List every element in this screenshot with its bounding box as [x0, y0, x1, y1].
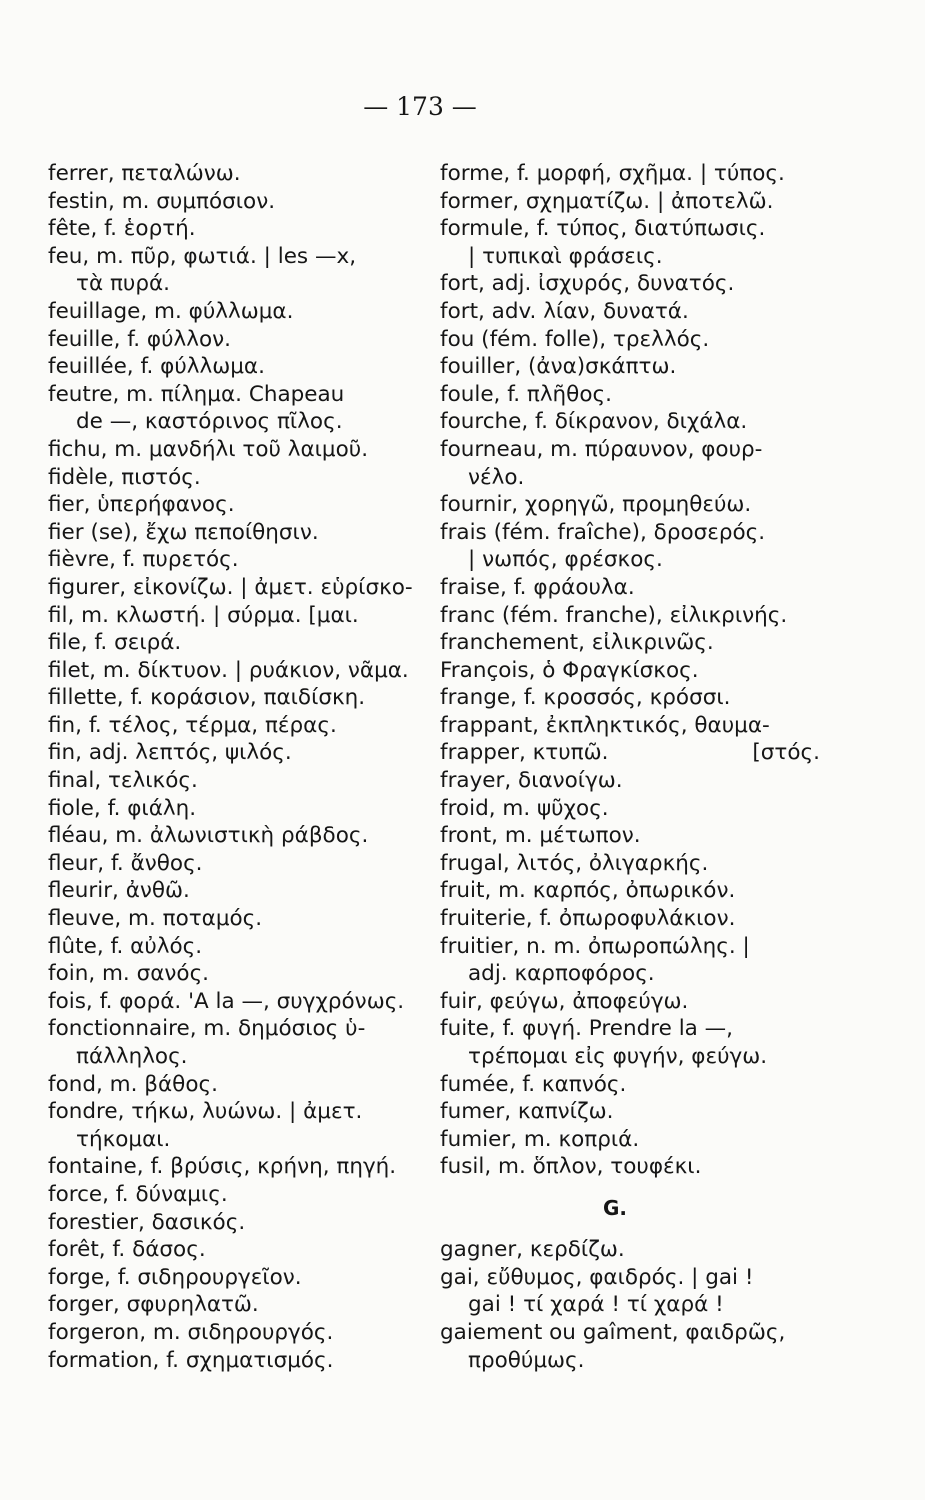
entry-text: τρέπομαι εἰς φυγήν, φεύγω. — [468, 1044, 768, 1069]
dictionary-line — [48, 546, 420, 574]
entry-text: froid, m. ψῦχος. — [440, 795, 609, 821]
dictionary-line — [48, 1291, 420, 1319]
dictionary-line — [48, 629, 420, 657]
entry-text: forme, f. μορφή, σχῆμα. | τύπος. — [440, 161, 785, 186]
entry-text: fidèle, πιστός. — [48, 464, 201, 490]
dictionary-line — [440, 822, 820, 850]
dictionary-line — [440, 1015, 820, 1043]
dictionary-line — [440, 1098, 820, 1126]
entry-continuation: [στός. — [752, 740, 820, 766]
dictionary-line — [48, 988, 420, 1016]
entry-text: fusil, m. ὅπλον, τουφέκι. — [440, 1154, 702, 1180]
dictionary-line — [48, 739, 420, 767]
entry-text: front, m. μέτωπον. — [440, 823, 641, 849]
dictionary-line — [440, 988, 820, 1016]
dictionary-line — [440, 1264, 820, 1292]
left-column — [48, 160, 420, 1374]
dictionary-line — [48, 795, 420, 823]
dictionary-line — [440, 629, 820, 657]
dictionary-line — [440, 298, 820, 326]
dictionary-line — [440, 933, 820, 961]
entry-text: fuite, f. φυγή. Prendre la —, — [440, 1016, 734, 1042]
entry-text: formation, f. σχηματισμός. — [48, 1347, 334, 1373]
dictionary-line — [440, 1291, 820, 1319]
dictionary-line — [48, 1071, 420, 1099]
entry-text: feuillage, m. φύλλωμα. — [48, 298, 294, 324]
dictionary-line — [440, 188, 820, 216]
entry-text: fouiller, (ἀνα)σκάπτω. — [440, 354, 677, 380]
dictionary-line — [440, 657, 820, 685]
entry-text: de —, καστόρινος πῖλος. — [76, 409, 343, 435]
entry-text: franc (fém. franche), εἰλικρινής. — [440, 602, 788, 628]
entry-text: frapper, κτυπῶ. — [440, 740, 609, 766]
dictionary-line — [440, 519, 820, 547]
entry-text: fois, f. φορά. 'A la —, συγχρόνως. — [48, 988, 405, 1014]
entry-text: fillette, f. κοράσιον, παιδίσκη. — [48, 685, 366, 711]
dictionary-line — [440, 602, 820, 630]
dictionary-line — [440, 795, 820, 823]
dictionary-line — [48, 491, 420, 519]
dictionary-line — [440, 960, 820, 988]
entry-text: feuille, f. φύλλον. — [48, 326, 231, 352]
entry-text: franchement, εἰλικρινῶς. — [440, 630, 714, 656]
entry-text: fil, m. κλωστή. | σύρμα. [μαι. — [48, 602, 359, 628]
dictionary-line — [48, 188, 420, 216]
dictionary-line — [440, 1126, 820, 1154]
dictionary-line — [440, 877, 820, 905]
dictionary-line — [48, 1236, 420, 1264]
dictionary-line — [48, 408, 420, 436]
entry-text: force, f. δύναμις. — [48, 1181, 228, 1207]
dictionary-line — [440, 684, 820, 712]
dictionary-line — [48, 243, 420, 271]
dictionary-line — [48, 1347, 420, 1375]
dictionary-line — [48, 767, 420, 795]
entry-text: fonctionnaire, m. δημόσιος ὑ- — [48, 1016, 366, 1042]
dictionary-line — [440, 712, 820, 740]
dictionary-line — [440, 850, 820, 878]
entry-text: fin, f. τέλος, τέρμα, πέρας. — [48, 712, 337, 738]
entry-text: forge, f. σιδηρουργεῖον. — [48, 1264, 302, 1290]
entry-text: gaiement ou gaîment, φαιδρῶς, — [440, 1319, 786, 1345]
dictionary-line — [440, 243, 820, 271]
entry-text: ferrer, πεταλώνω. — [48, 161, 241, 186]
dictionary-line — [440, 1043, 820, 1071]
entry-text: fier (se), ἔχω πεποίθησιν. — [48, 519, 319, 545]
entry-text: fumée, f. καπνός. — [440, 1071, 627, 1097]
entry-text: προθύμως. — [468, 1347, 585, 1373]
dictionary-line — [440, 1319, 820, 1347]
section-heading: G. — [602, 1195, 627, 1220]
entry-text: frappant, ἐκπληκτικός, θαυμα- — [440, 712, 770, 738]
dictionary-line — [440, 905, 820, 933]
dictionary-line — [48, 326, 420, 354]
entry-text: forger, σφυρηλατῶ. — [48, 1292, 259, 1318]
dictionary-line — [48, 933, 420, 961]
dictionary-line — [48, 464, 420, 492]
dictionary-line — [48, 381, 420, 409]
dictionary-line — [440, 767, 820, 795]
dictionary-line — [440, 739, 820, 767]
entry-text: τήκομαι. — [76, 1126, 171, 1152]
dictionary-line — [440, 546, 820, 574]
dictionary-line — [440, 408, 820, 436]
dictionary-line — [48, 905, 420, 933]
entry-text: fruiterie, f. ὀπωροφυλάκιον. — [440, 906, 736, 932]
entry-text: frayer, διανοίγω. — [440, 768, 623, 794]
dictionary-line — [48, 1126, 420, 1154]
dictionary-line — [48, 960, 420, 988]
entry-text: νέλο. — [468, 464, 525, 490]
entry-text: formule, f. τύπος, διατύπωσις. — [440, 216, 766, 242]
dictionary-line — [440, 270, 820, 298]
dictionary-line — [48, 160, 420, 188]
entry-text: file, f. σειρά. — [48, 630, 182, 656]
dictionary-line — [440, 326, 820, 354]
entry-text: | τυπικαὶ φράσεις. — [468, 243, 663, 269]
entry-text: fiole, f. φιάλη. — [48, 795, 197, 821]
entry-text: flûte, f. αὐλός. — [48, 933, 203, 959]
dictionary-line — [48, 850, 420, 878]
entry-text: fondre, τήκω, λυώνω. | ἀμετ. — [48, 1099, 363, 1125]
dictionary-line — [440, 491, 820, 519]
entry-text: fort, adj. ἰσχυρός, δυνατός. — [440, 271, 735, 297]
entry-text: fraise, f. φράουλα. — [440, 574, 635, 600]
entry-text: festin, m. συμπόσιον. — [48, 188, 276, 214]
entry-text: πάλληλος. — [76, 1044, 188, 1069]
entry-text: fin, adj. λεπτός, ψιλός. — [48, 740, 292, 766]
dictionary-line — [48, 1181, 420, 1209]
entry-text: former, σχηματίζω. | ἀποτελῶ. — [440, 188, 774, 214]
dictionary-line — [48, 1015, 420, 1043]
entry-text: fort, adv. λίαν, δυνατά. — [440, 298, 689, 324]
entry-text: fête, f. ἑορτή. — [48, 216, 196, 242]
entry-text: feu, m. πῦρ, φωτιά. | les —x, — [48, 243, 357, 269]
entry-text: τὰ πυρά. — [76, 271, 170, 297]
entry-text: fourneau, m. πύραυνον, φουρ- — [440, 436, 763, 462]
entry-text: fleurir, ἀνθῶ. — [48, 878, 190, 904]
dictionary-line — [48, 822, 420, 850]
dictionary-line — [48, 1319, 420, 1347]
dictionary-line — [440, 1236, 820, 1264]
dictionary-line — [48, 712, 420, 740]
dictionary-line — [48, 1153, 420, 1181]
dictionary-line — [440, 215, 820, 243]
entry-text: fier, ὑπερήφανος. — [48, 492, 235, 518]
entry-text: feutre, m. πίλημα. Chapeau — [48, 381, 345, 407]
entry-text: fleuve, m. ποταμός. — [48, 906, 263, 932]
entry-text: fourche, f. δίκρανον, διχάλα. — [440, 409, 748, 435]
entry-text: fléau, m. ἀλωνιστικὴ ράβδος. — [48, 823, 369, 849]
entry-text: fuir, φεύγω, ἀποφεύγω. — [440, 988, 689, 1014]
dictionary-line — [48, 602, 420, 630]
entry-text: fleur, f. ἄνθος. — [48, 850, 203, 876]
entry-text: gagner, κερδίζω. — [440, 1237, 625, 1263]
dictionary-line — [440, 1347, 820, 1375]
dictionary-line — [48, 877, 420, 905]
entry-text: frugal, λιτός, ὀλιγαρκής. — [440, 850, 709, 876]
entry-text: François, ὁ Φραγκίσκος. — [440, 657, 699, 683]
dictionary-line — [48, 657, 420, 685]
entry-text: fumer, καπνίζω. — [440, 1099, 614, 1125]
dictionary-line — [48, 1043, 420, 1071]
dictionary-line — [48, 574, 420, 602]
entry-text: feuillée, f. φύλλωμα. — [48, 354, 265, 380]
entry-text: fou (fém. folle), τρελλός. — [440, 326, 710, 352]
dictionary-line — [48, 1264, 420, 1292]
entry-text: gai, εὔθυμος, φαιδρός. | gai ! — [440, 1264, 754, 1290]
entry-text: foule, f. πλῆθος. — [440, 381, 612, 407]
dictionary-line — [440, 436, 820, 464]
dictionary-line — [48, 684, 420, 712]
right-column — [440, 160, 820, 1374]
entry-text: gai ! τί χαρά ! τί χαρά ! — [468, 1292, 724, 1318]
entry-text: fontaine, f. βρύσις, κρήνη, πηγή. — [48, 1154, 397, 1180]
dictionary-line — [440, 464, 820, 492]
dictionary-line — [48, 270, 420, 298]
dictionary-line — [48, 353, 420, 381]
entry-text: forêt, f. δάσος. — [48, 1237, 206, 1263]
entry-text: fournir, χορηγῶ, προμηθεύω. — [440, 492, 752, 518]
dictionary-line — [440, 1153, 820, 1181]
dictionary-line — [48, 1209, 420, 1237]
dictionary-line — [48, 436, 420, 464]
dictionary-line — [440, 1071, 820, 1099]
dictionary-line — [48, 298, 420, 326]
entry-text: fumier, m. κοπριά. — [440, 1126, 640, 1152]
dictionary-line — [440, 381, 820, 409]
entry-text: fruitier, n. m. ὀπωροπώλης. | — [440, 933, 750, 959]
entry-text: fruit, m. καρπός, ὀπωρικόν. — [440, 878, 736, 904]
entry-text: fond, m. βάθος. — [48, 1071, 218, 1097]
entry-text: foin, m. σανός. — [48, 961, 210, 987]
dictionary-line — [440, 353, 820, 381]
entry-text: fièvre, f. πυρετός. — [48, 547, 239, 573]
entry-text: forgeron, m. σιδηρουργός. — [48, 1319, 334, 1345]
dictionary-line — [440, 160, 820, 188]
entry-text: frange, f. κροσσός, κρόσσι. — [440, 685, 731, 711]
entry-text: | νωπός, φρέσκος. — [468, 547, 663, 573]
entry-text: forestier, δασικός. — [48, 1209, 246, 1235]
dictionary-line — [440, 574, 820, 602]
dictionary-line — [48, 1098, 420, 1126]
entry-text: filet, m. δίκτυον. | ρυάκιον, νᾶμα. — [48, 657, 409, 683]
page-number: — 173 — — [363, 92, 477, 121]
dictionary-line — [48, 519, 420, 547]
entry-text: final, τελικός. — [48, 768, 198, 794]
entry-text: adj. καρποφόρος. — [468, 961, 655, 987]
entry-text: frais (fém. fraîche), δροσερός. — [440, 519, 766, 545]
entry-text: figurer, εἰκονίζω. | ἀμετ. εὑρίσκο- — [48, 574, 413, 600]
entry-text: fichu, m. μανδήλι τοῦ λαιμοῦ. — [48, 436, 369, 462]
dictionary-line — [48, 215, 420, 243]
